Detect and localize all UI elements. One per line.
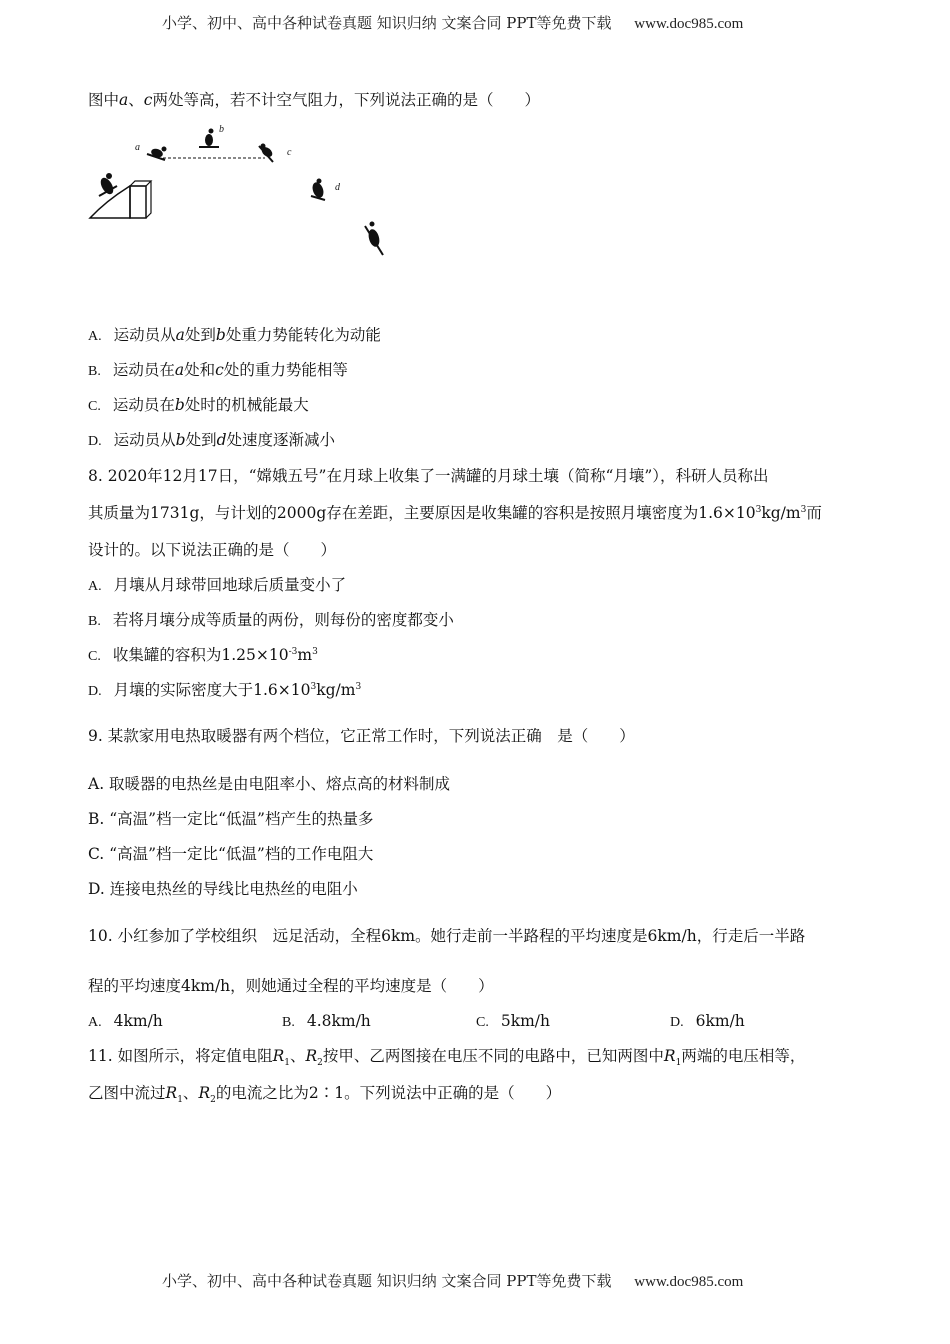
label-b: b: [219, 124, 224, 135]
q8-line2: 其质量为1731g，与计划的2000g存在差距，主要原因是收集罐的容积是按照月壤密度为$1.6\times 10^3kg/m^3$而: [88, 504, 822, 522]
header-url[interactable]: www.doc985.com: [634, 16, 744, 32]
skier-b: [199, 129, 219, 148]
page-header: [162, 12, 743, 33]
footer-text: 小学、初中、高中各种试卷真题 知识归纳 文案合同 PPT等免费下载: [162, 1272, 612, 1290]
q8-option-b[interactable]: B. 若将月壤分成等质量的两份，则每份的密度都变小: [88, 611, 454, 629]
q10-option-b[interactable]: B. 4.8km/h: [282, 1012, 371, 1030]
q8-option-c[interactable]: C. 收集罐的容积为$1.25\times 10^{-3}m^3$: [88, 646, 318, 664]
ski-ramp: [90, 181, 151, 218]
q8-option-d[interactable]: D. 月壤的实际密度大于$1.6\times 10^3kg/m^3$: [88, 681, 362, 699]
label-a: a: [135, 142, 140, 153]
q10-option-d[interactable]: D. 6km/h: [670, 1012, 745, 1030]
q9-option-d[interactable]: D. 连接电热丝的导线比电热丝的电阻小: [88, 880, 358, 898]
q9-option-a[interactable]: A. 取暖器的电热丝是由电阻率小、熔点高的材料制成: [88, 775, 451, 793]
skier-d: [311, 179, 326, 201]
q10-option-a[interactable]: A. 4km/h: [88, 1012, 163, 1030]
q7-option-c[interactable]: C. 运动员在b处时的机械能最大: [88, 396, 309, 414]
header-text: 小学、初中、高中各种试卷真题 知识归纳 文案合同 PPT等免费下载: [162, 14, 612, 32]
skier-on-ramp: [98, 173, 117, 196]
q7-option-b[interactable]: B. 运动员在a处和c处的重力势能相等: [88, 361, 348, 379]
q9-option-c[interactable]: C. “高温”档一定比“低温”档的工作电阻大: [88, 845, 374, 863]
q11-line2: 乙图中流过$R_1$、$R_2$的电流之比为2∶1。下列说法中正确的是（ ）: [88, 1084, 562, 1106]
q7-option-d[interactable]: D. 运动员从b处到d处速度逐渐减小: [88, 431, 336, 449]
page-footer: [162, 1270, 743, 1291]
q8-option-a[interactable]: A. 月壤从月球带回地球后质量变小了: [88, 576, 347, 594]
q9-option-b[interactable]: B. “高温”档一定比“低温”档产生的热量多: [88, 810, 374, 828]
q11-line1: 11. 如图所示，将定值电阻$R_1$、$R_2$按甲、乙两图接在电压不同的电路中，已知两图中$R_1$两端的电压相等，: [88, 1047, 806, 1069]
q9-stem: 9. 某款家用电热取暖器有两个档位，它正常工作时，下列说法正确 是（ ）: [88, 727, 635, 745]
q10-option-c[interactable]: C. 5km/h: [476, 1012, 551, 1030]
skier-c: [259, 144, 274, 163]
q8-line1: 8. 2020年12月17日，“嫦娥五号”在月球上收集了一满罐的月球土壤（简称“月壤”），科研人员称出: [88, 467, 769, 485]
q10-line1: 10. 小红参加了学校组织 远足活动，全程6km。她行走前一半路程的平均速度是6km/h，行走后一半路: [88, 927, 806, 945]
q8-line3: 设计的。以下说法正确的是（ ）: [88, 541, 337, 559]
label-c: c: [287, 147, 292, 158]
q10-line2: 程的平均速度4km/h，则她通过全程的平均速度是（ ）: [88, 977, 494, 995]
ski-jump-figure: [85, 118, 405, 268]
skier-landing: [365, 222, 383, 256]
q7-stem: 图中a、c两处等高，若不计空气阻力，下列说法正确的是（ ）: [88, 91, 540, 109]
label-d: d: [335, 182, 340, 193]
footer-url[interactable]: www.doc985.com: [634, 1274, 744, 1290]
q7-option-a[interactable]: A. 运动员从a处到b处重力势能转化为动能: [88, 326, 381, 344]
